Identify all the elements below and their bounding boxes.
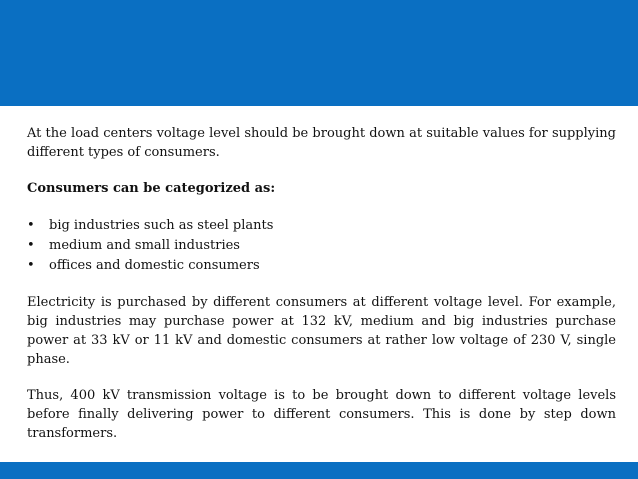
bullet-icon: • <box>27 258 35 273</box>
bullet-icon: • <box>27 238 35 253</box>
slide-content <box>27 124 616 443</box>
consumers-heading: Consumers can be categorized as: <box>27 181 276 196</box>
consumer-category-list <box>27 216 616 276</box>
list-item <box>27 256 616 276</box>
header-band <box>0 0 638 106</box>
list-item-text: offices and domestic consumers <box>49 258 260 273</box>
list-item-text: big industries such as steel plants <box>49 218 274 233</box>
list-item-text: medium and small industries <box>49 238 240 253</box>
step-down-paragraph: Thus, 400 kV transmission voltage is to be brought down to different voltage levels before finally delivering power to different consumers. This is done by step down transformers. <box>27 388 616 441</box>
intro-paragraph: At the load centers voltage level should be brought down at suitable values for supplying different types of consumers. <box>27 126 616 160</box>
footer-band <box>0 462 638 479</box>
voltage-levels-paragraph: Electricity is purchased by different consumers at different voltage level. For example, big industries may purchase power at 132 kV, medium and big industries purchase power at 33 kV or 11 kV and domestic consumers at rather low voltage of 230 V, single phase. <box>27 295 616 367</box>
bullet-icon: • <box>27 218 35 233</box>
list-item <box>27 236 616 256</box>
list-item <box>27 216 616 236</box>
